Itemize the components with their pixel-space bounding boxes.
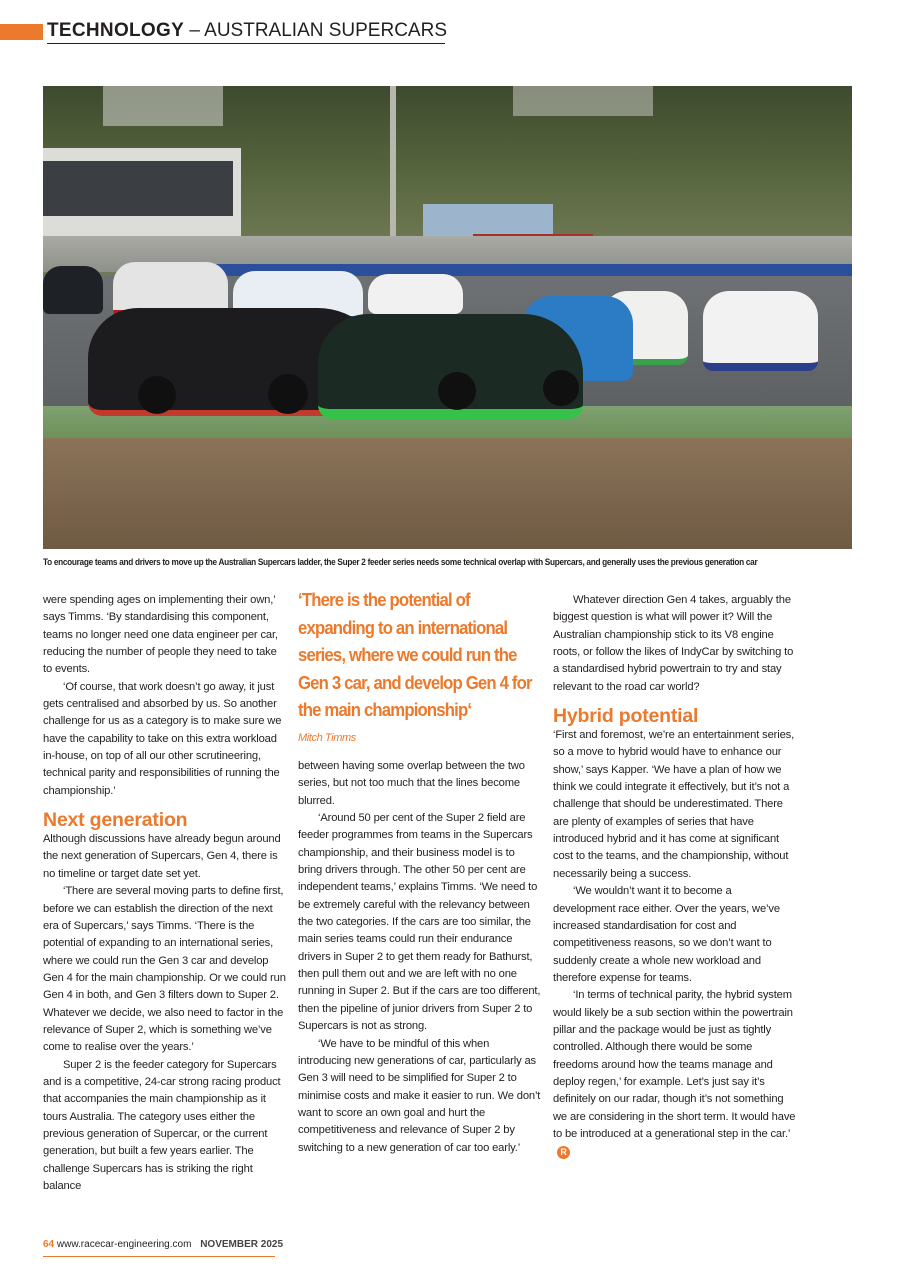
section-separator: – [189, 20, 200, 41]
body-paragraph: Super 2 is the feeder category for Supercars and is a competitive, 24-car strong racing product that accompanies the main championship as it tours Australia. The category uses either the previous generation of Supercar, or the current generation, but built a few years earlier. The challenge Supercars has is striking the right balance [43, 1058, 281, 1192]
section-topic: AUSTRALIAN SUPERCARS [204, 20, 447, 41]
body-paragraph: ‘We have to be mindful of this when introducing new generations of car, particularly as Gen 3 will need to be simplified for Super 2 to minimise costs and make it easier to run. We don’t want to score an own goal and hurt the competitiveness and relevance of Super 2 by switching to a new generation of car too early.’ [298, 1037, 541, 1154]
body-paragraph: ‘First and foremost, we’re an entertainment series, so a move to hybrid would have to enhance our show,’ says Kapper. ‘We have a plan of how we think we could integrate it effectively, but it’s not a challenge that should be underestimated. There are plenty of examples of series that have introduced hybrid and it has come at significant cost to the teams, and the championship, without necessarily being a success. [553, 729, 795, 880]
section-name: TECHNOLOGY [47, 20, 185, 41]
pull-quote: ‘There is the potential of expanding to an international series, where we could run the Gen 3 car, and develop Gen 4 for the main championship‘ [298, 590, 532, 720]
race-photo [43, 86, 852, 549]
header-rule [47, 43, 445, 44]
column-2 [298, 587, 541, 747]
subheading-hybrid-potential: Hybrid potential [553, 705, 699, 728]
issue-date: NOVEMBER 2025 [200, 1239, 284, 1250]
section-header [47, 20, 447, 42]
column-2-body [298, 758, 541, 1157]
pull-quote-attribution: Mitch Timms [298, 731, 356, 744]
body-paragraph [553, 987, 796, 1160]
body-paragraph: ‘Of course, that work doesn’t go away, it just gets centralised and absorbed by us. So another challenge for us as a category is to make sure we have the capability to take on this extra workload in-house, on top of all our other scrutineering, technical parity and responsibilities of running the championship.’ [43, 680, 282, 797]
photo-caption: To encourage teams and drivers to move up the Australian Supercars ladder, the Super 2 feeder series needs some technical overlap with Supercars, and generally uses the previous generation car [43, 557, 758, 568]
page-footer [43, 1239, 283, 1250]
subheading-next-generation: Next generation [43, 809, 188, 832]
body-paragraph: ‘There are several moving parts to define first, before we can establish the direction of the next era of Supercars,’ says Timms. ‘There is the potential of expanding to an international series, where we could run the Gen 3 car and develop Gen 4 for the main championship. Or we could run Gen 4 in both, and Gen 3 filters down to Super 2. Whatever we decide, we also need to factor in the relevance of Super 2, which is something we’ve come to realise over the years.’ [43, 885, 286, 1054]
body-paragraph: Whatever direction Gen 4 takes, arguably the biggest question is what will power it? Will the Australian championship stick to its V8 engine roots, or follow the likes of IndyCar by switching to a standardised hybrid powertrain to try and stay relevant to the road car world? [553, 594, 794, 693]
website-link[interactable]: www.racecar-engineering.com [56, 1239, 192, 1250]
body-paragraph: were spending ages on implementing their own,’ says Timms. ‘By standardising this component, teams no longer need one data engineer per car, reducing the number of people they need to take to events. [43, 594, 278, 676]
section-color-bar [0, 24, 43, 40]
column-1 [43, 592, 286, 1195]
column-3 [553, 592, 796, 1161]
end-of-article-logo-icon: R [557, 1146, 570, 1159]
body-paragraph: Although discussions have already begun around the next generation of Supercars, Gen 4, there is no timeline or target date set yet. [43, 833, 281, 880]
body-paragraph: between having some overlap between the two series, but not too much that the lines become blurred. [298, 760, 525, 807]
body-text: ‘In terms of technical parity, the hybrid system would likely be a sub section within the powertrain pillar and the package would be just as tightly controlled. Although there would be some freedoms around how the teams manage and deploy regen,’ for example. Let’s just say it’s definitely on our radar, though it’s not something we are considering in the short term. It would have to be introduced at a generational step in the car.’ [553, 989, 796, 1140]
footer-rule [43, 1256, 275, 1257]
page-number: 64 [43, 1239, 55, 1250]
body-paragraph: ‘We wouldn’t want it to become a development race either. Over the years, we’ve increased standardisation for cost and competitiveness reasons, so we don’t want to suddenly create a whole new workload and therefore expense for teams. [553, 885, 780, 984]
body-paragraph: ‘Around 50 per cent of the Super 2 field are feeder programmes from teams in the Supercars championship, and their business model is to bring drivers through. The other 50 per cent are independent teams,’ explains Timms. ‘We need to be extremely careful with the relevancy between the two categories. If the cars are too similar, the main series teams could run their endurance drivers in Super 2 to get them ready for Bathurst, then pull them out and we are left with no one running in Super 2. But if the cars are too different, then the pipeline of junior drivers from Super 2 to Supercars is not as strong. [298, 812, 541, 1033]
